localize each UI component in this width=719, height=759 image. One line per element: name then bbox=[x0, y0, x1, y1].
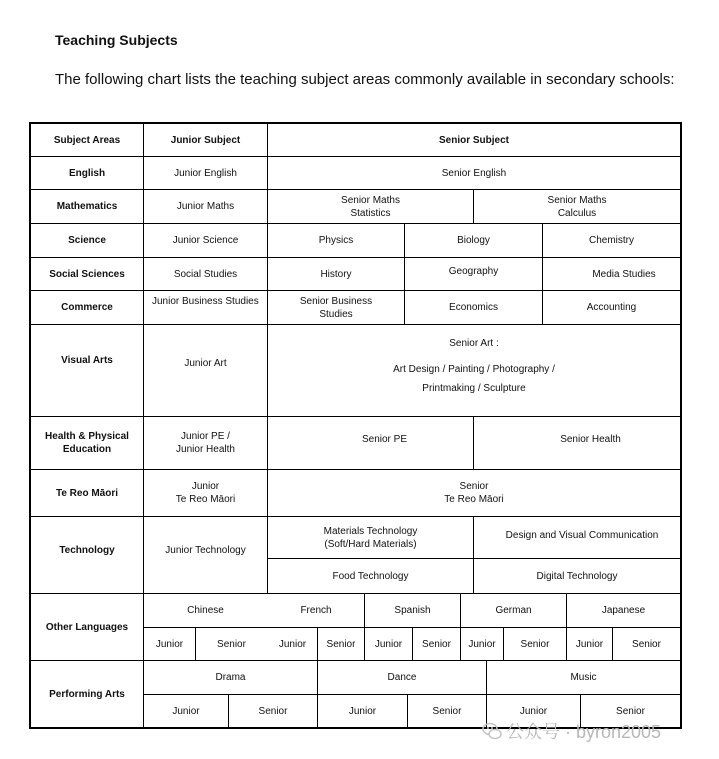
junior-art: Junior Art bbox=[184, 358, 227, 369]
intro-text: The following chart lists the teaching subject areas commonly available in secondary schools: bbox=[55, 71, 675, 88]
music-junior: Junior bbox=[519, 705, 548, 717]
language-german: German bbox=[495, 605, 532, 616]
senior-maths-statistics: Senior Maths Statistics bbox=[341, 194, 400, 219]
area-health-pe: Health & Physical Education bbox=[45, 431, 129, 455]
area-visual-arts: Visual Arts bbox=[61, 355, 113, 366]
header-senior-subject: Senior Subject bbox=[438, 134, 509, 146]
junior-science: Junior Science bbox=[172, 235, 239, 246]
language-french: French bbox=[300, 605, 332, 616]
header-junior-subject: Junior Subject bbox=[170, 134, 241, 146]
area-other-languages: Other Languages bbox=[45, 621, 129, 633]
senior-chemistry: Chemistry bbox=[588, 235, 634, 246]
senior-maths-calculus: Senior Maths Calculus bbox=[547, 194, 607, 219]
japanese-senior: Senior bbox=[632, 638, 661, 650]
drama-senior: Senior bbox=[258, 705, 288, 717]
senior-media-studies: Media Studies bbox=[592, 268, 656, 280]
dance-junior: Junior bbox=[348, 705, 377, 717]
chinese-senior: Senior bbox=[217, 638, 246, 650]
german-senior: Senior bbox=[520, 638, 550, 650]
wechat-icon bbox=[482, 721, 502, 741]
spanish-junior: Junior bbox=[374, 638, 403, 650]
junior-te-reo-maori: Junior Te Reo Māori bbox=[175, 481, 236, 505]
senior-pe: Senior PE bbox=[361, 433, 408, 445]
area-social-sciences: Social Sciences bbox=[49, 268, 125, 280]
area-english: English bbox=[68, 167, 106, 179]
senior-english: Senior English bbox=[441, 167, 507, 179]
language-chinese: Chinese bbox=[187, 605, 224, 616]
spanish-senior: Senior bbox=[422, 638, 451, 650]
senior-biology: Biology bbox=[457, 235, 490, 246]
performing-drama: Drama bbox=[215, 672, 246, 683]
language-spanish: Spanish bbox=[394, 605, 431, 616]
junior-technology: Junior Technology bbox=[165, 544, 246, 556]
watermark-text: 公众号 · byron2005 bbox=[506, 722, 662, 742]
senior-digital-technology: Digital Technology bbox=[536, 570, 618, 582]
performing-music: Music bbox=[570, 672, 597, 683]
senior-health: Senior Health bbox=[560, 433, 621, 445]
senior-design-visual-communication: Design and Visual Communication bbox=[505, 529, 659, 541]
header-subject-areas: Subject Areas bbox=[53, 134, 121, 146]
senior-materials-technology: Materials Technology (Soft/Hard Materials) bbox=[323, 525, 418, 550]
senior-food-technology: Food Technology bbox=[332, 570, 409, 582]
performing-dance: Dance bbox=[387, 672, 417, 683]
senior-accounting: Accounting bbox=[586, 302, 637, 313]
senior-art-title: Senior Art : bbox=[449, 337, 499, 349]
senior-art-options-line2: Printmaking / Sculpture bbox=[422, 382, 526, 394]
watermark bbox=[482, 718, 661, 744]
junior-english: Junior English bbox=[174, 167, 237, 179]
japanese-junior: Junior bbox=[575, 638, 604, 650]
senior-economics: Economics bbox=[449, 302, 498, 313]
area-te-reo-maori: Te Reo Māori bbox=[55, 487, 119, 499]
page-heading: Teaching Subjects bbox=[55, 32, 178, 48]
senior-history: History bbox=[320, 268, 352, 280]
music-senior: Senior bbox=[616, 705, 645, 717]
french-junior: Junior bbox=[278, 638, 307, 650]
area-performing-arts: Performing Arts bbox=[49, 688, 125, 700]
dance-senior: Senior bbox=[432, 705, 462, 717]
language-japanese: Japanese bbox=[601, 605, 646, 616]
chinese-junior: Junior bbox=[155, 638, 184, 650]
junior-business-studies: Junior Business Studies bbox=[152, 296, 259, 307]
area-commerce: Commerce bbox=[61, 302, 113, 313]
senior-physics: Physics bbox=[318, 235, 354, 246]
drama-junior: Junior bbox=[172, 705, 200, 717]
senior-te-reo-maori: Senior Te Reo Māori bbox=[444, 481, 504, 505]
junior-social-studies: Social Studies bbox=[173, 268, 238, 280]
german-junior: Junior bbox=[468, 638, 496, 650]
senior-business-studies: Senior Business Studies bbox=[299, 295, 373, 320]
junior-pe-health: Junior PE / Junior Health bbox=[176, 431, 235, 455]
senior-art-options-line1: Art Design / Painting / Photography / bbox=[393, 363, 555, 375]
senior-geography: Geography bbox=[448, 265, 499, 277]
junior-maths: Junior Maths bbox=[176, 201, 235, 212]
french-senior: Senior bbox=[326, 638, 356, 650]
area-science: Science bbox=[68, 235, 106, 246]
area-mathematics: Mathematics bbox=[56, 201, 118, 212]
area-technology: Technology bbox=[59, 544, 115, 556]
